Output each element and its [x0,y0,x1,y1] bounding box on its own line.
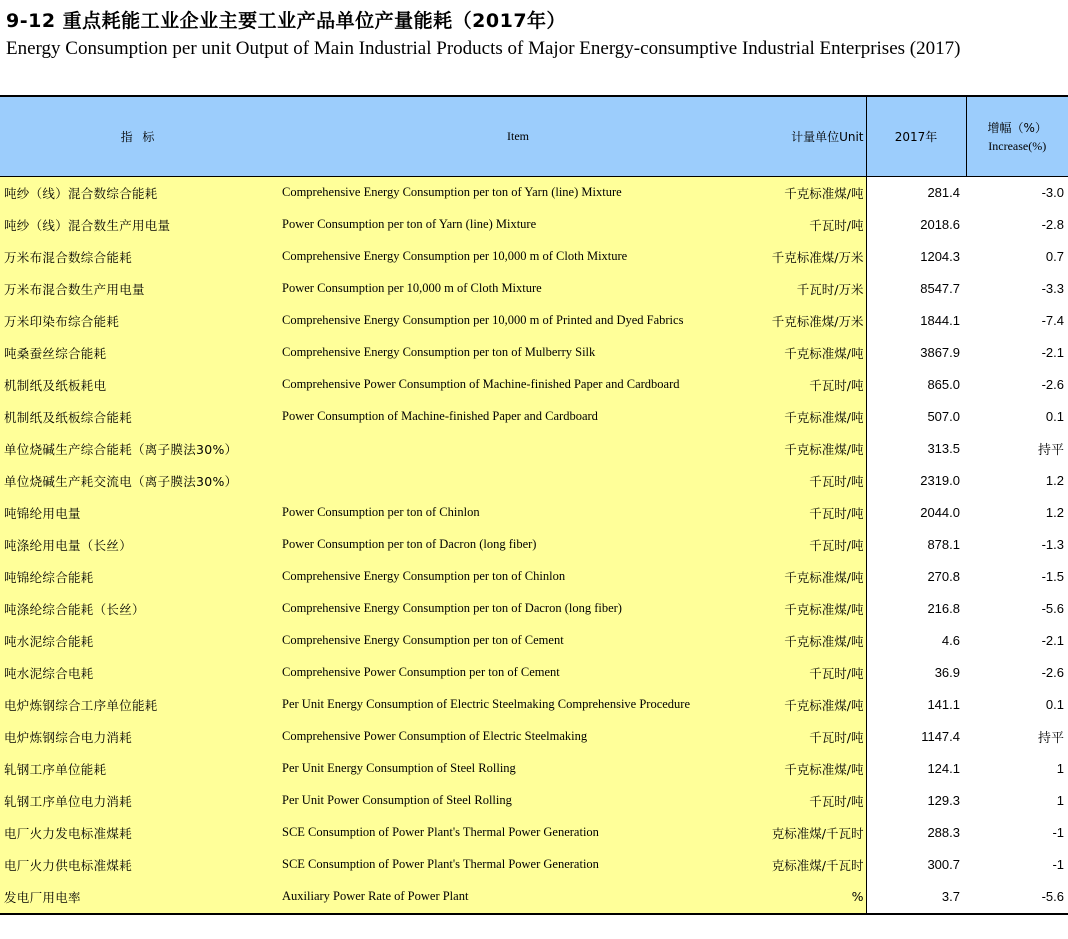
cell-item: SCE Consumption of Power Plant's Thermal Power Generation [278,817,758,849]
table-row [0,305,1068,337]
cell-unit: % [758,881,866,913]
cell-indicator: 吨水泥综合电耗 [0,657,278,689]
cell-increase: -5.6 [966,593,1068,625]
cell-item: Per Unit Energy Consumption of Electric Steelmaking Comprehensive Procedure [278,689,758,721]
cell-unit: 千克标准煤/吨 [758,753,866,785]
cell-indicator: 吨涤纶用电量（长丝） [0,529,278,561]
cell-unit: 千瓦时/万米 [758,273,866,305]
cell-increase: -2.1 [966,337,1068,369]
cell-item: Auxiliary Power Rate of Power Plant [278,881,758,913]
cell-indicator: 吨水泥综合能耗 [0,625,278,657]
cell-value-2017: 1844.1 [866,305,966,337]
cell-unit: 千克标准煤/吨 [758,625,866,657]
cell-item: Per Unit Power Consumption of Steel Rolling [278,785,758,817]
table-row [0,433,1068,465]
cell-value-2017: 3867.9 [866,337,966,369]
table-row [0,849,1068,881]
cell-unit: 千瓦时/吨 [758,465,866,497]
cell-indicator: 发电厂用电率 [0,881,278,913]
cell-increase: -1.3 [966,529,1068,561]
cell-value-2017: 270.8 [866,561,966,593]
page-title-en: Energy Consumption per unit Output of Main Industrial Products of Major Energy-consumptive Industrial Enterprises (2017) [6,38,961,59]
cell-increase: 1 [966,753,1068,785]
cell-indicator: 机制纸及纸板耗电 [0,369,278,401]
header-year: 2017年 [866,97,966,177]
cell-value-2017: 865.0 [866,369,966,401]
cell-item: Comprehensive Energy Consumption per ton of Yarn (line) Mixture [278,177,758,209]
cell-unit: 千瓦时/吨 [758,209,866,241]
table-row [0,337,1068,369]
cell-item: Comprehensive Power Consumption per ton of Cement [278,657,758,689]
header-unit: 计量单位Unit [758,97,866,177]
cell-indicator: 吨涤纶综合能耗（长丝） [0,593,278,625]
cell-value-2017: 4.6 [866,625,966,657]
header-item: Item [278,97,758,177]
cell-unit: 千瓦时/吨 [758,369,866,401]
cell-item: Comprehensive Energy Consumption per 10,000 m of Cloth Mixture [278,241,758,273]
cell-indicator: 吨纱（线）混合数生产用电量 [0,209,278,241]
cell-item: Comprehensive Energy Consumption per ton of Chinlon [278,561,758,593]
cell-unit: 克标准煤/千瓦时 [758,849,866,881]
cell-value-2017: 124.1 [866,753,966,785]
cell-unit: 千瓦时/吨 [758,721,866,753]
cell-unit: 千克标准煤/吨 [758,593,866,625]
table-row [0,529,1068,561]
cell-indicator: 电炉炼钢综合工序单位能耗 [0,689,278,721]
table-row [0,497,1068,529]
cell-unit: 千克标准煤/吨 [758,689,866,721]
cell-increase: -3.3 [966,273,1068,305]
energy-consumption-table [0,97,1068,913]
cell-indicator: 电厂火力发电标准煤耗 [0,817,278,849]
cell-indicator: 机制纸及纸板综合能耗 [0,401,278,433]
data-table-wrapper [0,95,1068,915]
cell-value-2017: 216.8 [866,593,966,625]
cell-unit: 千克标准煤/万米 [758,305,866,337]
table-row [0,241,1068,273]
cell-item: Power Consumption per 10,000 m of Cloth Mixture [278,273,758,305]
cell-value-2017: 281.4 [866,177,966,209]
table-row [0,721,1068,753]
cell-increase: 0.7 [966,241,1068,273]
table-row [0,465,1068,497]
cell-value-2017: 878.1 [866,529,966,561]
cell-indicator: 吨桑蚕丝综合能耗 [0,337,278,369]
cell-item: Power Consumption of Machine-finished Paper and Cardboard [278,401,758,433]
table-row [0,369,1068,401]
cell-indicator: 轧钢工序单位电力消耗 [0,785,278,817]
cell-increase: -2.1 [966,625,1068,657]
cell-value-2017: 129.3 [866,785,966,817]
cell-value-2017: 2018.6 [866,209,966,241]
cell-value-2017: 2044.0 [866,497,966,529]
cell-value-2017: 1147.4 [866,721,966,753]
cell-indicator: 吨纱（线）混合数综合能耗 [0,177,278,209]
cell-indicator: 电炉炼钢综合电力消耗 [0,721,278,753]
cell-item: Comprehensive Power Consumption of Electric Steelmaking [278,721,758,753]
table-row [0,177,1068,209]
cell-item: Comprehensive Energy Consumption per ton of Dacron (long fiber) [278,593,758,625]
cell-unit: 千瓦时/吨 [758,657,866,689]
cell-increase: -1 [966,817,1068,849]
cell-value-2017: 313.5 [866,433,966,465]
table-row [0,785,1068,817]
cell-indicator: 万米布混合数综合能耗 [0,241,278,273]
cell-unit: 千克标准煤/吨 [758,177,866,209]
cell-increase: 持平 [966,721,1068,753]
cell-increase: 持平 [966,433,1068,465]
cell-unit: 千瓦时/吨 [758,785,866,817]
cell-item: Per Unit Energy Consumption of Steel Rolling [278,753,758,785]
cell-item [278,433,758,465]
page-title-cn: 9-12 重点耗能工业企业主要工业产品单位产量能耗（2017年） [6,10,567,32]
cell-item: Power Consumption per ton of Yarn (line) Mixture [278,209,758,241]
cell-value-2017: 8547.7 [866,273,966,305]
header-indicator: 指 标 [0,97,278,177]
cell-increase: 0.1 [966,689,1068,721]
cell-increase: -2.8 [966,209,1068,241]
cell-increase: -2.6 [966,657,1068,689]
cell-unit: 千克标准煤/吨 [758,401,866,433]
table-row [0,657,1068,689]
cell-increase: -2.6 [966,369,1068,401]
cell-increase: 0.1 [966,401,1068,433]
cell-value-2017: 507.0 [866,401,966,433]
cell-indicator: 吨锦纶综合能耗 [0,561,278,593]
cell-unit: 克标准煤/千瓦时 [758,817,866,849]
cell-item: Comprehensive Energy Consumption per ton of Mulberry Silk [278,337,758,369]
cell-indicator: 单位烧碱生产综合能耗（离子膜法30%） [0,433,278,465]
table-body [0,177,1068,913]
cell-increase: -1 [966,849,1068,881]
cell-value-2017: 141.1 [866,689,966,721]
cell-value-2017: 2319.0 [866,465,966,497]
cell-increase: 1.2 [966,497,1068,529]
cell-indicator: 轧钢工序单位能耗 [0,753,278,785]
cell-indicator: 单位烧碱生产耗交流电（离子膜法30%） [0,465,278,497]
cell-indicator: 电厂火力供电标准煤耗 [0,849,278,881]
cell-increase: -3.0 [966,177,1068,209]
cell-item: Power Consumption per ton of Chinlon [278,497,758,529]
cell-unit: 千瓦时/吨 [758,497,866,529]
cell-value-2017: 1204.3 [866,241,966,273]
table-row [0,689,1068,721]
cell-item: Comprehensive Energy Consumption per 10,000 m of Printed and Dyed Fabrics [278,305,758,337]
cell-increase: -5.6 [966,881,1068,913]
cell-item: Comprehensive Energy Consumption per ton of Cement [278,625,758,657]
cell-value-2017: 300.7 [866,849,966,881]
cell-increase: 1.2 [966,465,1068,497]
cell-unit: 千瓦时/吨 [758,529,866,561]
cell-value-2017: 288.3 [866,817,966,849]
table-row [0,593,1068,625]
table-row [0,817,1068,849]
table-row [0,561,1068,593]
cell-increase: -1.5 [966,561,1068,593]
cell-unit: 千克标准煤/吨 [758,433,866,465]
header-increase-cn: 增幅（%） [987,120,1047,135]
cell-item: Comprehensive Power Consumption of Machine-finished Paper and Cardboard [278,369,758,401]
cell-unit: 千克标准煤/万米 [758,241,866,273]
cell-increase: 1 [966,785,1068,817]
header-increase [966,97,1068,177]
cell-indicator: 万米印染布综合能耗 [0,305,278,337]
cell-increase: -7.4 [966,305,1068,337]
table-row [0,753,1068,785]
header-increase-en: Increase(%) [988,138,1047,153]
table-row [0,625,1068,657]
cell-indicator: 吨锦纶用电量 [0,497,278,529]
cell-item: Power Consumption per ton of Dacron (long fiber) [278,529,758,561]
cell-value-2017: 3.7 [866,881,966,913]
table-row [0,401,1068,433]
table-header [0,97,1068,177]
cell-unit: 千克标准煤/吨 [758,337,866,369]
cell-unit: 千克标准煤/吨 [758,561,866,593]
cell-value-2017: 36.9 [866,657,966,689]
cell-item: SCE Consumption of Power Plant's Thermal Power Generation [278,849,758,881]
table-row [0,881,1068,913]
table-row [0,273,1068,305]
cell-item [278,465,758,497]
cell-indicator: 万米布混合数生产用电量 [0,273,278,305]
table-row [0,209,1068,241]
